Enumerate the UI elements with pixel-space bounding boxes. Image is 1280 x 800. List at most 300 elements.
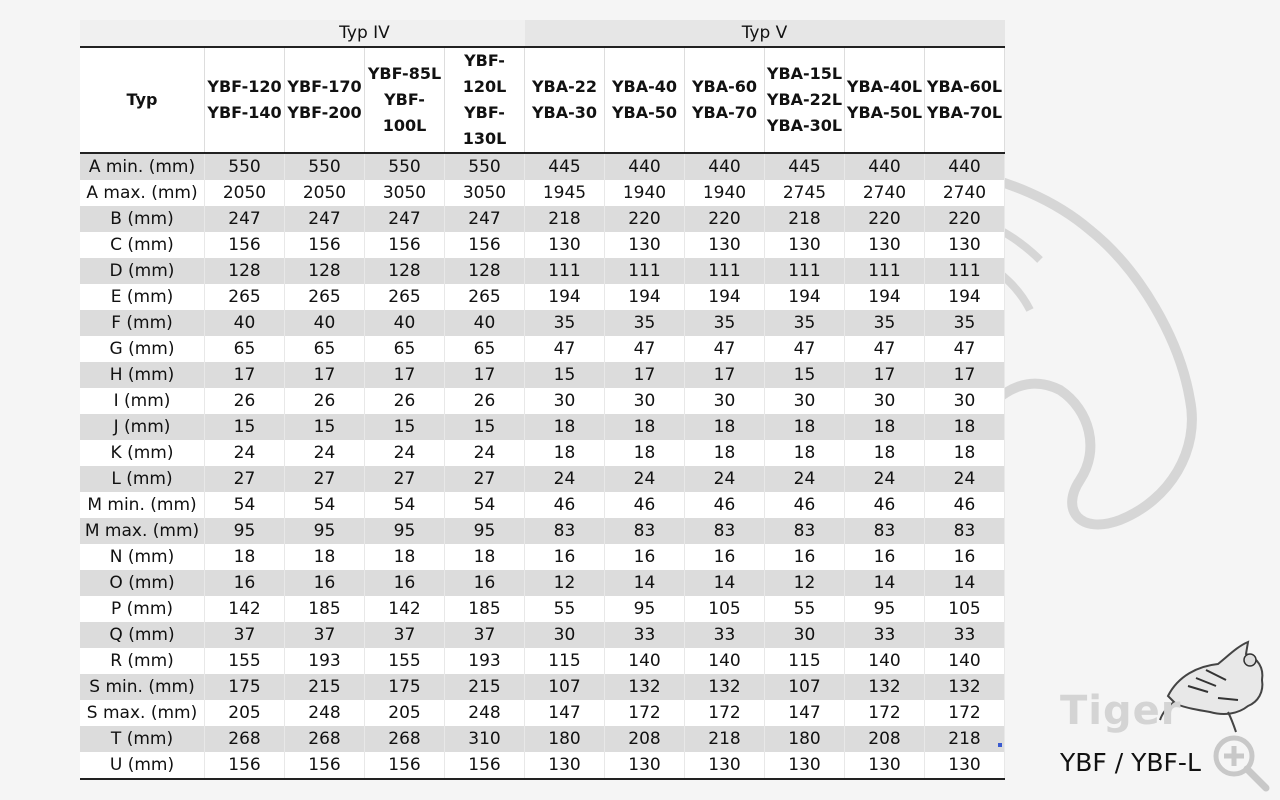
- table-cell: 268: [365, 726, 445, 752]
- table-cell: 18: [445, 544, 525, 570]
- group-header-typ-v: Typ V: [525, 20, 1005, 47]
- table-row: [80, 232, 1005, 258]
- table-cell: 40: [365, 310, 445, 336]
- table-cell: 33: [685, 622, 765, 648]
- table-cell: 24: [685, 466, 765, 492]
- row-label: A min. (mm): [80, 153, 205, 180]
- table-cell: 17: [845, 362, 925, 388]
- table-cell: 128: [445, 258, 525, 284]
- table-cell: 83: [605, 518, 685, 544]
- model-name: YBA-70L: [926, 103, 1003, 122]
- table-cell: 15: [365, 414, 445, 440]
- model-name: YBF-100L: [382, 90, 427, 135]
- table-cell: 550: [285, 153, 365, 180]
- model-name: YBA-15L: [766, 64, 843, 83]
- table-cell: 185: [285, 596, 365, 622]
- table-row: [80, 284, 1005, 310]
- table-row: [80, 518, 1005, 544]
- table-cell: 172: [925, 700, 1005, 726]
- table-cell: 16: [925, 544, 1005, 570]
- table-cell: 35: [605, 310, 685, 336]
- table-cell: 18: [205, 544, 285, 570]
- table-cell: 247: [365, 206, 445, 232]
- table-cell: 445: [525, 153, 605, 180]
- table-cell: 140: [845, 648, 925, 674]
- group-header-typ-iv: Typ IV: [205, 20, 525, 47]
- table-cell: 18: [925, 414, 1005, 440]
- table-cell: 12: [525, 570, 605, 596]
- table-cell: 2740: [925, 180, 1005, 206]
- table-cell: 83: [765, 518, 845, 544]
- model-name: YBA-30: [531, 103, 598, 122]
- model-name: YBF-130L: [462, 103, 507, 148]
- table-resize-handle: [998, 743, 1002, 747]
- table-cell: 15: [205, 414, 285, 440]
- table-cell: 130: [925, 232, 1005, 258]
- table-row: [80, 180, 1005, 206]
- table-row: [80, 310, 1005, 336]
- table-cell: 40: [445, 310, 525, 336]
- table-cell: 24: [765, 466, 845, 492]
- table-cell: 47: [525, 336, 605, 362]
- table-cell: 310: [445, 726, 525, 752]
- table-cell: 17: [605, 362, 685, 388]
- table-cell: 30: [685, 388, 765, 414]
- table-cell: 15: [285, 414, 365, 440]
- table-cell: 46: [765, 492, 845, 518]
- table-cell: 215: [445, 674, 525, 700]
- table-cell: 130: [685, 232, 765, 258]
- table-cell: 95: [285, 518, 365, 544]
- table-cell: 95: [205, 518, 285, 544]
- dimensions-table: [80, 20, 1005, 780]
- row-label: Q (mm): [80, 622, 205, 648]
- table-cell: 445: [765, 153, 845, 180]
- table-cell: 18: [285, 544, 365, 570]
- table-cell: 194: [605, 284, 685, 310]
- model-column-header: [285, 47, 365, 153]
- model-column-header: [685, 47, 765, 153]
- table-cell: 111: [765, 258, 845, 284]
- table-cell: 2050: [285, 180, 365, 206]
- row-label: P (mm): [80, 596, 205, 622]
- table-cell: 24: [605, 466, 685, 492]
- table-row: [80, 648, 1005, 674]
- table-cell: 40: [205, 310, 285, 336]
- row-label: B (mm): [80, 206, 205, 232]
- model-name: YBA-50L: [846, 103, 923, 122]
- row-label: S max. (mm): [80, 700, 205, 726]
- model-column-header: [205, 47, 285, 153]
- table-cell: 215: [285, 674, 365, 700]
- table-cell: 65: [205, 336, 285, 362]
- typ-column-header: Typ: [80, 47, 205, 153]
- table-row: [80, 466, 1005, 492]
- table-cell: 18: [605, 414, 685, 440]
- table-cell: 37: [445, 622, 525, 648]
- table-cell: 83: [525, 518, 605, 544]
- table-cell: 156: [445, 232, 525, 258]
- table-row: [80, 258, 1005, 284]
- table-cell: 33: [605, 622, 685, 648]
- table-cell: 24: [845, 466, 925, 492]
- model-column-header: [925, 47, 1005, 153]
- row-label: T (mm): [80, 726, 205, 752]
- table-cell: 247: [205, 206, 285, 232]
- table-cell: 205: [205, 700, 285, 726]
- table-row: [80, 544, 1005, 570]
- table-cell: 16: [525, 544, 605, 570]
- row-label: U (mm): [80, 752, 205, 779]
- table-cell: 24: [365, 440, 445, 466]
- model-name: YBA-40L: [846, 77, 923, 96]
- table-cell: 18: [525, 440, 605, 466]
- table-cell: 218: [525, 206, 605, 232]
- table-cell: 3050: [365, 180, 445, 206]
- table-row: [80, 336, 1005, 362]
- table-cell: 130: [845, 752, 925, 779]
- row-label: A max. (mm): [80, 180, 205, 206]
- row-label: R (mm): [80, 648, 205, 674]
- table-cell: 268: [285, 726, 365, 752]
- table-cell: 105: [685, 596, 765, 622]
- table-row: [80, 362, 1005, 388]
- row-label: D (mm): [80, 258, 205, 284]
- table-cell: 35: [765, 310, 845, 336]
- table-cell: 130: [525, 232, 605, 258]
- table-cell: 65: [445, 336, 525, 362]
- table-cell: 220: [685, 206, 765, 232]
- table-cell: 16: [845, 544, 925, 570]
- table-cell: 35: [685, 310, 765, 336]
- table-cell: 30: [845, 388, 925, 414]
- table-cell: 208: [605, 726, 685, 752]
- table-cell: 46: [845, 492, 925, 518]
- table-cell: 15: [525, 362, 605, 388]
- table-cell: 140: [925, 648, 1005, 674]
- table-cell: 26: [285, 388, 365, 414]
- table-cell: 54: [205, 492, 285, 518]
- table-row: [80, 492, 1005, 518]
- table-cell: 140: [605, 648, 685, 674]
- table-cell: 65: [285, 336, 365, 362]
- model-column-header: [445, 47, 525, 153]
- table-cell: 550: [365, 153, 445, 180]
- model-name: YBF-170: [287, 77, 362, 96]
- table-cell: 24: [925, 466, 1005, 492]
- table-cell: 172: [845, 700, 925, 726]
- table-cell: 111: [925, 258, 1005, 284]
- table-cell: 156: [205, 752, 285, 779]
- table-cell: 14: [845, 570, 925, 596]
- row-label: K (mm): [80, 440, 205, 466]
- table-cell: 17: [205, 362, 285, 388]
- table-row: [80, 726, 1005, 752]
- table-row: [80, 414, 1005, 440]
- row-label: S min. (mm): [80, 674, 205, 700]
- table-cell: 46: [525, 492, 605, 518]
- table-cell: 18: [925, 440, 1005, 466]
- table-cell: 440: [605, 153, 685, 180]
- table-cell: 26: [205, 388, 285, 414]
- table-row: [80, 206, 1005, 232]
- row-label: E (mm): [80, 284, 205, 310]
- table-cell: 185: [445, 596, 525, 622]
- table-cell: 30: [765, 388, 845, 414]
- table-cell: 18: [685, 440, 765, 466]
- table-cell: 115: [765, 648, 845, 674]
- table-cell: 248: [285, 700, 365, 726]
- table-cell: 111: [685, 258, 765, 284]
- table-cell: 30: [765, 622, 845, 648]
- table-cell: 193: [445, 648, 525, 674]
- table-cell: 194: [685, 284, 765, 310]
- table-cell: 17: [685, 362, 765, 388]
- model-name: YBA-50: [611, 103, 678, 122]
- table-cell: 83: [685, 518, 765, 544]
- table-cell: 18: [765, 440, 845, 466]
- table-cell: 65: [365, 336, 445, 362]
- table-cell: 440: [925, 153, 1005, 180]
- table-cell: 95: [365, 518, 445, 544]
- table-cell: 130: [765, 232, 845, 258]
- table-cell: 27: [205, 466, 285, 492]
- table-cell: 265: [285, 284, 365, 310]
- table-cell: 27: [285, 466, 365, 492]
- table-cell: 268: [205, 726, 285, 752]
- model-name: YBA-40: [611, 77, 678, 96]
- table-cell: 3050: [445, 180, 525, 206]
- table-cell: 47: [605, 336, 685, 362]
- model-column-header: [605, 47, 685, 153]
- table-cell: 208: [845, 726, 925, 752]
- table-cell: 18: [605, 440, 685, 466]
- table-cell: 140: [685, 648, 765, 674]
- table-cell: 194: [765, 284, 845, 310]
- table-cell: 111: [845, 258, 925, 284]
- table-cell: 2740: [845, 180, 925, 206]
- table-cell: 265: [445, 284, 525, 310]
- table-cell: 47: [765, 336, 845, 362]
- corner-cell: [80, 20, 205, 47]
- table-cell: 147: [525, 700, 605, 726]
- model-column-header: [765, 47, 845, 153]
- table-cell: 18: [845, 440, 925, 466]
- table-cell: 16: [605, 544, 685, 570]
- table-cell: 111: [605, 258, 685, 284]
- table-row: [80, 570, 1005, 596]
- table-cell: 105: [925, 596, 1005, 622]
- table-cell: 27: [365, 466, 445, 492]
- table-cell: 128: [205, 258, 285, 284]
- table-cell: 142: [365, 596, 445, 622]
- table-cell: 33: [925, 622, 1005, 648]
- table-cell: 142: [205, 596, 285, 622]
- table-cell: 130: [845, 232, 925, 258]
- table-cell: 107: [765, 674, 845, 700]
- table-cell: 40: [285, 310, 365, 336]
- table-cell: 17: [365, 362, 445, 388]
- table-cell: 55: [525, 596, 605, 622]
- table-cell: 132: [685, 674, 765, 700]
- table-cell: 16: [445, 570, 525, 596]
- table-cell: 26: [445, 388, 525, 414]
- table-cell: 175: [365, 674, 445, 700]
- model-name: YBA-60L: [926, 77, 1003, 96]
- table-cell: 35: [525, 310, 605, 336]
- table-cell: 15: [765, 362, 845, 388]
- table-cell: 172: [605, 700, 685, 726]
- row-label: M max. (mm): [80, 518, 205, 544]
- table-cell: 156: [285, 752, 365, 779]
- table-row: [80, 752, 1005, 779]
- table-cell: 24: [205, 440, 285, 466]
- table-cell: 248: [445, 700, 525, 726]
- table-row: [80, 674, 1005, 700]
- dimensions-table-body: [80, 153, 1005, 779]
- table-cell: 194: [925, 284, 1005, 310]
- table-cell: 155: [365, 648, 445, 674]
- model-name: YBA-30L: [766, 116, 843, 135]
- table-cell: 194: [525, 284, 605, 310]
- table-cell: 1940: [605, 180, 685, 206]
- table-cell: 156: [285, 232, 365, 258]
- table-cell: 193: [285, 648, 365, 674]
- table-cell: 30: [925, 388, 1005, 414]
- model-name: YBF-120L: [462, 51, 507, 96]
- table-cell: 83: [845, 518, 925, 544]
- model-column-header: [365, 47, 445, 153]
- table-cell: 14: [685, 570, 765, 596]
- table-cell: 550: [445, 153, 525, 180]
- table-cell: 14: [925, 570, 1005, 596]
- row-label: O (mm): [80, 570, 205, 596]
- table-row: [80, 596, 1005, 622]
- table-cell: 265: [205, 284, 285, 310]
- table-cell: 54: [445, 492, 525, 518]
- table-cell: 175: [205, 674, 285, 700]
- model-name: YBA-70: [691, 103, 758, 122]
- table-cell: 95: [845, 596, 925, 622]
- table-cell: 18: [685, 414, 765, 440]
- table-cell: 16: [685, 544, 765, 570]
- table-cell: 220: [605, 206, 685, 232]
- table-cell: 16: [205, 570, 285, 596]
- row-label: M min. (mm): [80, 492, 205, 518]
- table-cell: 37: [285, 622, 365, 648]
- table-cell: 265: [365, 284, 445, 310]
- table-cell: 15: [445, 414, 525, 440]
- row-label: H (mm): [80, 362, 205, 388]
- table-cell: 218: [685, 726, 765, 752]
- table-row: [80, 388, 1005, 414]
- row-label: C (mm): [80, 232, 205, 258]
- tiger-logo-wordmark: Tiger: [1060, 688, 1182, 734]
- row-label: I (mm): [80, 388, 205, 414]
- table-cell: 24: [445, 440, 525, 466]
- table-cell: 128: [365, 258, 445, 284]
- table-cell: 26: [365, 388, 445, 414]
- table-cell: 220: [845, 206, 925, 232]
- table-cell: 18: [845, 414, 925, 440]
- table-cell: 54: [365, 492, 445, 518]
- table-cell: 156: [205, 232, 285, 258]
- table-cell: 33: [845, 622, 925, 648]
- model-name: YBF-200: [287, 103, 362, 122]
- model-header-row: [80, 47, 1005, 153]
- table-cell: 115: [525, 648, 605, 674]
- table-cell: 17: [925, 362, 1005, 388]
- table-cell: 35: [845, 310, 925, 336]
- table-cell: 155: [205, 648, 285, 674]
- model-column-header: [525, 47, 605, 153]
- table-cell: 132: [605, 674, 685, 700]
- table-cell: 130: [765, 752, 845, 779]
- table-cell: 30: [605, 388, 685, 414]
- table-cell: 37: [365, 622, 445, 648]
- table-cell: 107: [525, 674, 605, 700]
- row-label: G (mm): [80, 336, 205, 362]
- table-cell: 147: [765, 700, 845, 726]
- table-cell: 95: [605, 596, 685, 622]
- row-label: F (mm): [80, 310, 205, 336]
- table-cell: 47: [845, 336, 925, 362]
- table-cell: 1940: [685, 180, 765, 206]
- table-cell: 30: [525, 622, 605, 648]
- row-label: L (mm): [80, 466, 205, 492]
- table-cell: 194: [845, 284, 925, 310]
- model-name: YBA-60: [691, 77, 758, 96]
- table-cell: 130: [925, 752, 1005, 779]
- table-cell: 55: [765, 596, 845, 622]
- model-name: YBA-22L: [766, 90, 843, 109]
- row-label: J (mm): [80, 414, 205, 440]
- table-row: [80, 153, 1005, 180]
- product-label: YBF / YBF-L: [1060, 748, 1201, 777]
- table-cell: 130: [685, 752, 765, 779]
- table-row: [80, 622, 1005, 648]
- table-cell: 180: [765, 726, 845, 752]
- table-cell: 17: [445, 362, 525, 388]
- zoom-in-icon[interactable]: [1210, 732, 1272, 794]
- table-cell: 16: [285, 570, 365, 596]
- table-cell: 132: [925, 674, 1005, 700]
- table-cell: 111: [525, 258, 605, 284]
- table-cell: 156: [445, 752, 525, 779]
- table-cell: 156: [365, 232, 445, 258]
- table-cell: 1945: [525, 180, 605, 206]
- table-cell: 47: [685, 336, 765, 362]
- table-cell: 205: [365, 700, 445, 726]
- table-cell: 30: [525, 388, 605, 414]
- table-cell: 14: [605, 570, 685, 596]
- table-cell: 220: [925, 206, 1005, 232]
- table-cell: 35: [925, 310, 1005, 336]
- table-cell: 130: [525, 752, 605, 779]
- model-name: YBF-85L: [367, 64, 442, 83]
- table-cell: 2745: [765, 180, 845, 206]
- table-cell: 18: [365, 544, 445, 570]
- table-cell: 550: [205, 153, 285, 180]
- table-cell: 130: [605, 752, 685, 779]
- model-name: YBF-140: [207, 103, 282, 122]
- table-cell: 18: [525, 414, 605, 440]
- table-row: [80, 700, 1005, 726]
- table-cell: 247: [445, 206, 525, 232]
- table-cell: 95: [445, 518, 525, 544]
- table-cell: 218: [765, 206, 845, 232]
- table-cell: 172: [685, 700, 765, 726]
